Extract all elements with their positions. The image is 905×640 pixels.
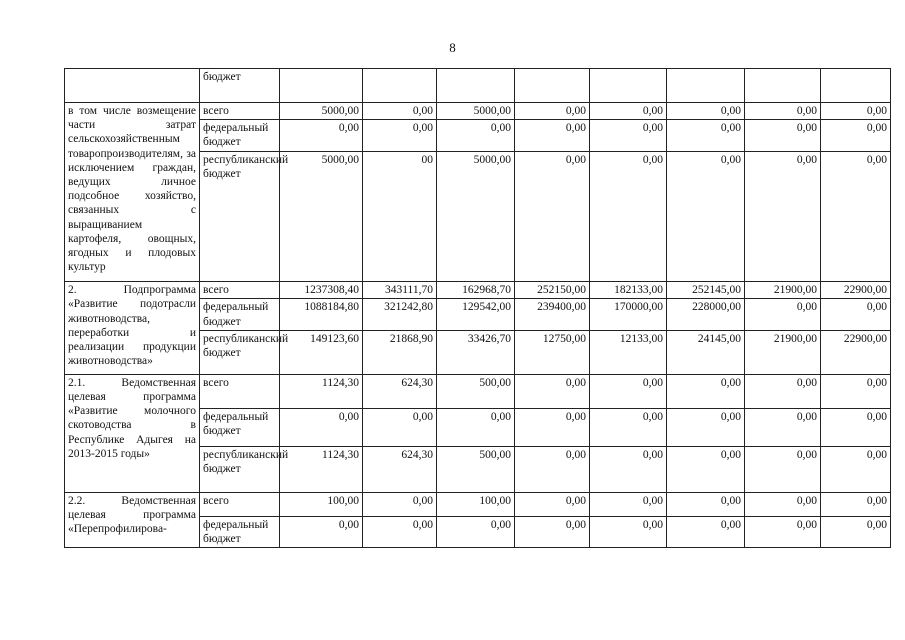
table-row bbox=[65, 103, 891, 120]
amount-cell: 0,00 bbox=[821, 516, 891, 547]
amount-cell: 12133,00 bbox=[590, 330, 667, 374]
amount-cell: 100,00 bbox=[280, 492, 363, 516]
budget-table bbox=[64, 68, 891, 548]
funding-source-cell: республиканский бюджет bbox=[200, 152, 280, 282]
amount-cell: 228000,00 bbox=[667, 299, 745, 330]
amount-cell: 1088184,80 bbox=[280, 299, 363, 330]
amount-cell: 0,00 bbox=[821, 446, 891, 492]
amount-cell: 0,00 bbox=[437, 408, 515, 446]
amount-cell: 0,00 bbox=[667, 492, 745, 516]
amount-cell: 0,00 bbox=[821, 299, 891, 330]
amount-cell: 22900,00 bbox=[821, 330, 891, 374]
amount-cell: 239400,00 bbox=[515, 299, 590, 330]
amount-cell: 0,00 bbox=[437, 516, 515, 547]
amount-cell: 100,00 bbox=[437, 492, 515, 516]
amount-cell: 21868,90 bbox=[363, 330, 437, 374]
amount-cell: 5000,00 bbox=[437, 152, 515, 282]
funding-source-cell: федеральный бюджет bbox=[200, 120, 280, 152]
funding-source-cell: федеральный бюджет bbox=[200, 516, 280, 547]
program-description-cell: в том числе возмещение части затрат сельскохозяйственным товаропроизводителям, за исключением граждан, ведущих личное подсобное хозяйство, связанных с выращиванием картофеля, овощных, ягодных и плодовых культур bbox=[65, 103, 200, 282]
amount-cell: 1237308,40 bbox=[280, 282, 363, 299]
amount-cell: 0,00 bbox=[590, 152, 667, 282]
amount-cell: 0,00 bbox=[590, 374, 667, 408]
amount-cell: 170000,00 bbox=[590, 299, 667, 330]
amount-cell: 0,00 bbox=[667, 120, 745, 152]
amount-cell bbox=[437, 69, 515, 103]
amount-cell: 12750,00 bbox=[515, 330, 590, 374]
amount-cell: 0,00 bbox=[363, 408, 437, 446]
amount-cell: 0,00 bbox=[590, 103, 667, 120]
amount-cell: 252150,00 bbox=[515, 282, 590, 299]
amount-cell: 182133,00 bbox=[590, 282, 667, 299]
amount-cell: 624,30 bbox=[363, 446, 437, 492]
amount-cell: 5000,00 bbox=[280, 103, 363, 120]
amount-cell: 0,00 bbox=[745, 103, 821, 120]
amount-cell bbox=[280, 69, 363, 103]
funding-source-cell: всего bbox=[200, 103, 280, 120]
amount-cell: 5000,00 bbox=[280, 152, 363, 282]
amount-cell: 0,00 bbox=[437, 120, 515, 152]
amount-cell: 0,00 bbox=[745, 492, 821, 516]
amount-cell: 149123,60 bbox=[280, 330, 363, 374]
amount-cell: 0,00 bbox=[821, 408, 891, 446]
amount-cell: 321242,80 bbox=[363, 299, 437, 330]
amount-cell: 0,00 bbox=[821, 103, 891, 120]
amount-cell: 22900,00 bbox=[821, 282, 891, 299]
funding-source-cell: республиканский бюджет bbox=[200, 330, 280, 374]
amount-cell: 0,00 bbox=[745, 374, 821, 408]
amount-cell: 0,00 bbox=[363, 492, 437, 516]
amount-cell: 0,00 bbox=[821, 152, 891, 282]
amount-cell: 0,00 bbox=[667, 516, 745, 547]
amount-cell: 0,00 bbox=[590, 492, 667, 516]
amount-cell: 343111,70 bbox=[363, 282, 437, 299]
amount-cell: 00 bbox=[363, 152, 437, 282]
amount-cell: 0,00 bbox=[745, 120, 821, 152]
amount-cell: 0,00 bbox=[667, 446, 745, 492]
amount-cell: 0,00 bbox=[280, 516, 363, 547]
amount-cell: 21900,00 bbox=[745, 330, 821, 374]
amount-cell: 0,00 bbox=[590, 408, 667, 446]
amount-cell: 1124,30 bbox=[280, 374, 363, 408]
amount-cell: 0,00 bbox=[515, 408, 590, 446]
amount-cell: 0,00 bbox=[515, 492, 590, 516]
amount-cell: 0,00 bbox=[515, 103, 590, 120]
funding-source-cell: всего bbox=[200, 492, 280, 516]
amount-cell bbox=[590, 69, 667, 103]
funding-source-cell: федеральный бюджет bbox=[200, 408, 280, 446]
amount-cell: 0,00 bbox=[667, 408, 745, 446]
amount-cell: 0,00 bbox=[515, 120, 590, 152]
amount-cell: 0,00 bbox=[590, 516, 667, 547]
amount-cell: 624,30 bbox=[363, 374, 437, 408]
amount-cell: 0,00 bbox=[745, 408, 821, 446]
funding-source-cell: всего bbox=[200, 282, 280, 299]
funding-source-cell: всего bbox=[200, 374, 280, 408]
amount-cell: 500,00 bbox=[437, 374, 515, 408]
amount-cell: 0,00 bbox=[590, 120, 667, 152]
amount-cell: 0,00 bbox=[821, 374, 891, 408]
table-row bbox=[65, 282, 891, 299]
amount-cell bbox=[745, 69, 821, 103]
table-row bbox=[65, 69, 891, 103]
funding-source-cell: бюджет bbox=[200, 69, 280, 103]
amount-cell: 252145,00 bbox=[667, 282, 745, 299]
amount-cell: 0,00 bbox=[667, 103, 745, 120]
amount-cell: 0,00 bbox=[515, 152, 590, 282]
table-body bbox=[65, 69, 891, 548]
amount-cell: 0,00 bbox=[745, 299, 821, 330]
amount-cell: 0,00 bbox=[745, 152, 821, 282]
amount-cell: 0,00 bbox=[821, 492, 891, 516]
amount-cell: 0,00 bbox=[363, 516, 437, 547]
amount-cell: 0,00 bbox=[363, 103, 437, 120]
amount-cell: 0,00 bbox=[515, 446, 590, 492]
program-description-cell: 2.2. Ведомственная целевая программа «Перепрофилирова- bbox=[65, 492, 200, 547]
amount-cell: 0,00 bbox=[280, 408, 363, 446]
program-description-cell bbox=[65, 69, 200, 103]
amount-cell: 33426,70 bbox=[437, 330, 515, 374]
amount-cell: 0,00 bbox=[515, 516, 590, 547]
amount-cell: 129542,00 bbox=[437, 299, 515, 330]
amount-cell: 500,00 bbox=[437, 446, 515, 492]
table-row bbox=[65, 374, 891, 408]
program-description-cell: 2.1. Ведомственная целевая программа «Развитие молочного скотоводства в Республике Адыгея на 2013-2015 годы» bbox=[65, 374, 200, 492]
amount-cell bbox=[821, 69, 891, 103]
amount-cell bbox=[667, 69, 745, 103]
program-description-cell: 2. Подпрограмма «Развитие подотрасли животноводства, переработки и реализации продукции животноводства» bbox=[65, 282, 200, 375]
amount-cell: 0,00 bbox=[667, 374, 745, 408]
amount-cell: 0,00 bbox=[363, 120, 437, 152]
amount-cell: 0,00 bbox=[280, 120, 363, 152]
amount-cell: 0,00 bbox=[590, 446, 667, 492]
amount-cell: 162968,70 bbox=[437, 282, 515, 299]
amount-cell: 0,00 bbox=[821, 120, 891, 152]
amount-cell: 21900,00 bbox=[745, 282, 821, 299]
page-number: 8 bbox=[449, 40, 456, 55]
amount-cell bbox=[363, 69, 437, 103]
amount-cell: 0,00 bbox=[667, 152, 745, 282]
amount-cell: 5000,00 bbox=[437, 103, 515, 120]
amount-cell: 0,00 bbox=[745, 516, 821, 547]
amount-cell: 0,00 bbox=[515, 374, 590, 408]
amount-cell bbox=[515, 69, 590, 103]
amount-cell: 1124,30 bbox=[280, 446, 363, 492]
funding-source-cell: федеральный бюджет bbox=[200, 299, 280, 330]
funding-source-cell: республиканский бюджет bbox=[200, 446, 280, 492]
amount-cell: 24145,00 bbox=[667, 330, 745, 374]
amount-cell: 0,00 bbox=[745, 446, 821, 492]
table-row bbox=[65, 492, 891, 516]
